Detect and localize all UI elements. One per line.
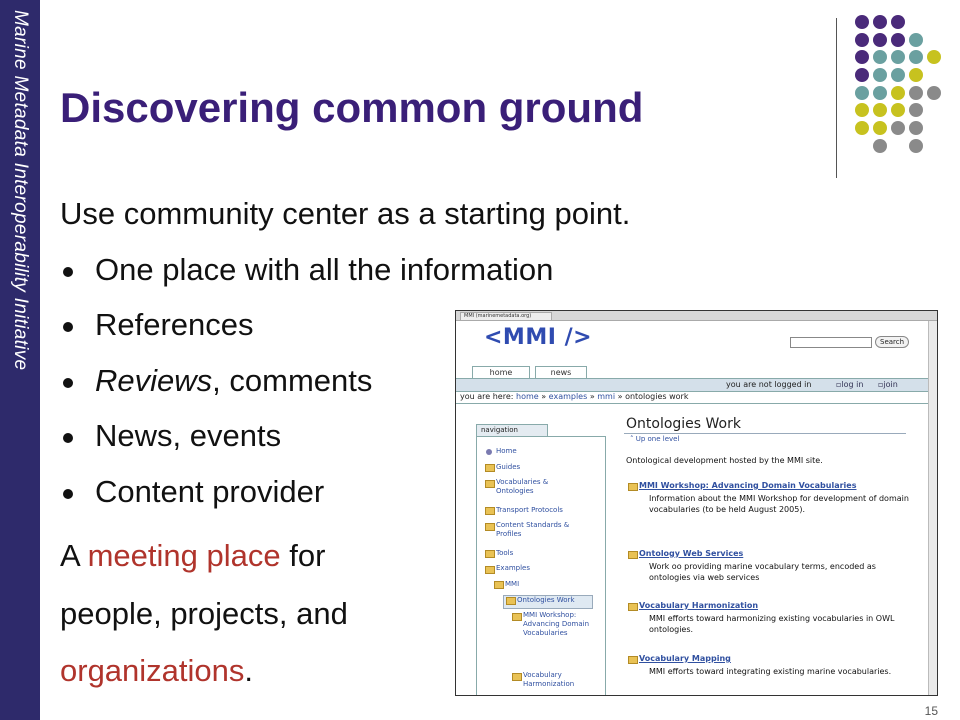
- nav-item-mmi[interactable]: MMI: [505, 580, 520, 588]
- nav-item-ontologies-work[interactable]: Ontologies Work: [517, 596, 575, 604]
- nav-item-guides[interactable]: Guides: [496, 463, 521, 471]
- search-input[interactable]: [790, 337, 872, 348]
- decorative-dot: [855, 103, 869, 117]
- decorative-dot: [909, 33, 923, 47]
- bullet-dot: [63, 489, 73, 499]
- decorative-dot: [891, 103, 905, 117]
- bullet-item: One place with all the information: [95, 252, 554, 287]
- decorative-dot: [873, 103, 887, 117]
- decorative-dot: [855, 50, 869, 64]
- nav-item-vocabularies[interactable]: Vocabularies & Ontologies: [496, 478, 549, 495]
- breadcrumb-home[interactable]: home: [516, 392, 539, 401]
- decorative-dot: [855, 33, 869, 47]
- breadcrumb-examples[interactable]: examples: [548, 392, 588, 401]
- join-label: join: [883, 380, 898, 389]
- decorative-dot: [909, 121, 923, 135]
- folder-icon: [628, 483, 638, 491]
- closing-text: for: [280, 538, 326, 573]
- decorative-dot: [855, 121, 869, 135]
- slide-title: Discovering common ground: [60, 84, 644, 131]
- breadcrumb-separator: »: [587, 392, 598, 401]
- entry-title-link[interactable]: Vocabulary Harmonization: [639, 601, 759, 610]
- up-one-level-link[interactable]: [630, 435, 679, 443]
- decorative-dot: [855, 86, 869, 100]
- decorative-dot: [873, 121, 887, 135]
- home-icon: [486, 449, 492, 455]
- folder-icon: [485, 523, 495, 531]
- up-one-level-label: Up one level: [635, 435, 680, 443]
- closing-line-2: people, projects, and: [60, 596, 348, 631]
- breadcrumb-separator: »: [615, 392, 626, 401]
- login-link[interactable]: [836, 379, 863, 391]
- bullet-dot: [63, 433, 73, 443]
- bullet-italic-word: Reviews: [95, 363, 213, 398]
- entry-description: MMI efforts toward harmonizing existing vocabularies in OWL ontologies.: [649, 614, 895, 634]
- bullet-item: References: [95, 307, 254, 342]
- nav-box-title: navigation: [476, 424, 548, 436]
- bullet-dot: [63, 378, 73, 388]
- login-bar: [456, 378, 928, 392]
- highlight-text: meeting place: [87, 538, 281, 573]
- bullet-item: Content provider: [95, 474, 325, 509]
- decorative-dot: [909, 139, 923, 153]
- browser-titlebar: [456, 311, 937, 321]
- bullet-dot: [63, 267, 73, 277]
- folder-icon: [485, 464, 495, 472]
- decorative-dot: [873, 15, 887, 29]
- breadcrumb: [456, 391, 928, 404]
- decorative-dot: [855, 68, 869, 82]
- folder-icon: [512, 613, 522, 621]
- folder-icon: [485, 480, 495, 488]
- scrollbar[interactable]: [928, 321, 937, 695]
- tab-home[interactable]: home: [472, 366, 530, 379]
- highlight-text: organizations: [60, 653, 245, 688]
- nav-item-home[interactable]: Home: [496, 447, 517, 455]
- nav-item-content-standards[interactable]: Content Standards & Profiles: [496, 521, 570, 538]
- closing-line-1: [60, 538, 325, 574]
- decorative-dot: [927, 86, 941, 100]
- decorative-dot: [873, 68, 887, 82]
- folder-icon: [494, 581, 504, 589]
- breadcrumb-separator: »: [538, 392, 549, 401]
- join-link[interactable]: [878, 379, 898, 391]
- closing-text: .: [244, 653, 254, 688]
- bullet-item: [95, 363, 372, 399]
- login-label: log in: [841, 380, 864, 389]
- nav-item-transport[interactable]: Transport Protocols: [496, 506, 563, 514]
- decorative-dot: [891, 15, 905, 29]
- decorative-dot: [891, 50, 905, 64]
- entry-description: Information about the MMI Workshop for development of domain vocabularies (to be held August 2005).: [649, 494, 909, 514]
- entry-title-link[interactable]: Ontology Web Services: [639, 549, 744, 558]
- bullet-dot: [63, 322, 73, 332]
- decorative-dot: [909, 68, 923, 82]
- breadcrumb-prefix: you are here:: [460, 392, 516, 401]
- nav-item-vocab-harmonization[interactable]: Vocabulary Harmonization: [523, 671, 575, 688]
- decorative-dot: [873, 50, 887, 64]
- decorative-dot: [909, 86, 923, 100]
- folder-icon: [485, 566, 495, 574]
- content-intro: Ontological development hosted by the MMI site.: [626, 456, 823, 465]
- folder-icon: [485, 507, 495, 515]
- nav-item-mmi-workshop[interactable]: MMI Workshop: Advancing Domain Vocabularies: [523, 611, 590, 637]
- entry-description: MMI efforts toward integrating existing marine vocabularies.: [649, 667, 892, 676]
- heading-rule: [624, 433, 906, 434]
- decorative-dot: [873, 86, 887, 100]
- decorative-dot: [855, 15, 869, 29]
- decorative-dot: [873, 139, 887, 153]
- decorative-dot: [891, 86, 905, 100]
- tab-news[interactable]: news: [535, 366, 587, 379]
- breadcrumb-current: ontologies work: [625, 392, 689, 401]
- nav-item-examples[interactable]: Examples: [496, 564, 531, 572]
- decorative-dot: [873, 33, 887, 47]
- entry-title-link[interactable]: MMI Workshop: Advancing Domain Vocabularies: [639, 481, 857, 490]
- page-number: 15: [924, 704, 938, 718]
- closing-text: A: [60, 538, 88, 573]
- breadcrumb-mmi[interactable]: mmi: [597, 392, 616, 401]
- decorative-dot: [909, 50, 923, 64]
- bullet-rest: , comments: [212, 363, 373, 398]
- decorative-dot: [891, 68, 905, 82]
- sidebar-band: [0, 0, 40, 720]
- folder-icon: [628, 656, 638, 664]
- folder-icon: [512, 673, 522, 681]
- folder-icon: [506, 597, 516, 605]
- entry-description: Work oo providing marine vocabulary terms, encoded as ontologies via web services: [649, 562, 876, 582]
- site-logo[interactable]: <MMI />: [484, 325, 593, 350]
- content-heading: Ontologies Work: [626, 416, 741, 432]
- decorative-dot: [891, 121, 905, 135]
- nav-item-tools[interactable]: Tools: [496, 549, 514, 557]
- folder-icon: [485, 550, 495, 558]
- bullet-item: News, events: [95, 418, 282, 453]
- folder-icon: [628, 551, 638, 559]
- divider-line: [836, 18, 837, 178]
- login-icon: ▫: [836, 380, 842, 389]
- folder-icon: [628, 603, 638, 611]
- decorative-dot: [891, 33, 905, 47]
- entry-title-link[interactable]: Vocabulary Mapping: [639, 654, 731, 663]
- login-status: you are not logged in: [726, 380, 812, 389]
- decorative-dot: [927, 50, 941, 64]
- sidebar-title: Marine Metadata Interoperability Initiative: [10, 10, 31, 371]
- closing-line-3: [60, 653, 253, 689]
- intro-text: Use community center as a starting point.: [60, 196, 631, 231]
- website-screenshot: [455, 310, 938, 696]
- decorative-dot: [909, 103, 923, 117]
- search-button[interactable]: Search: [875, 336, 909, 348]
- browser-tab[interactable]: MMI (marinemetadata.org): [460, 312, 552, 320]
- up-arrow-icon: ˄: [630, 435, 636, 443]
- join-icon: ▫: [878, 380, 884, 389]
